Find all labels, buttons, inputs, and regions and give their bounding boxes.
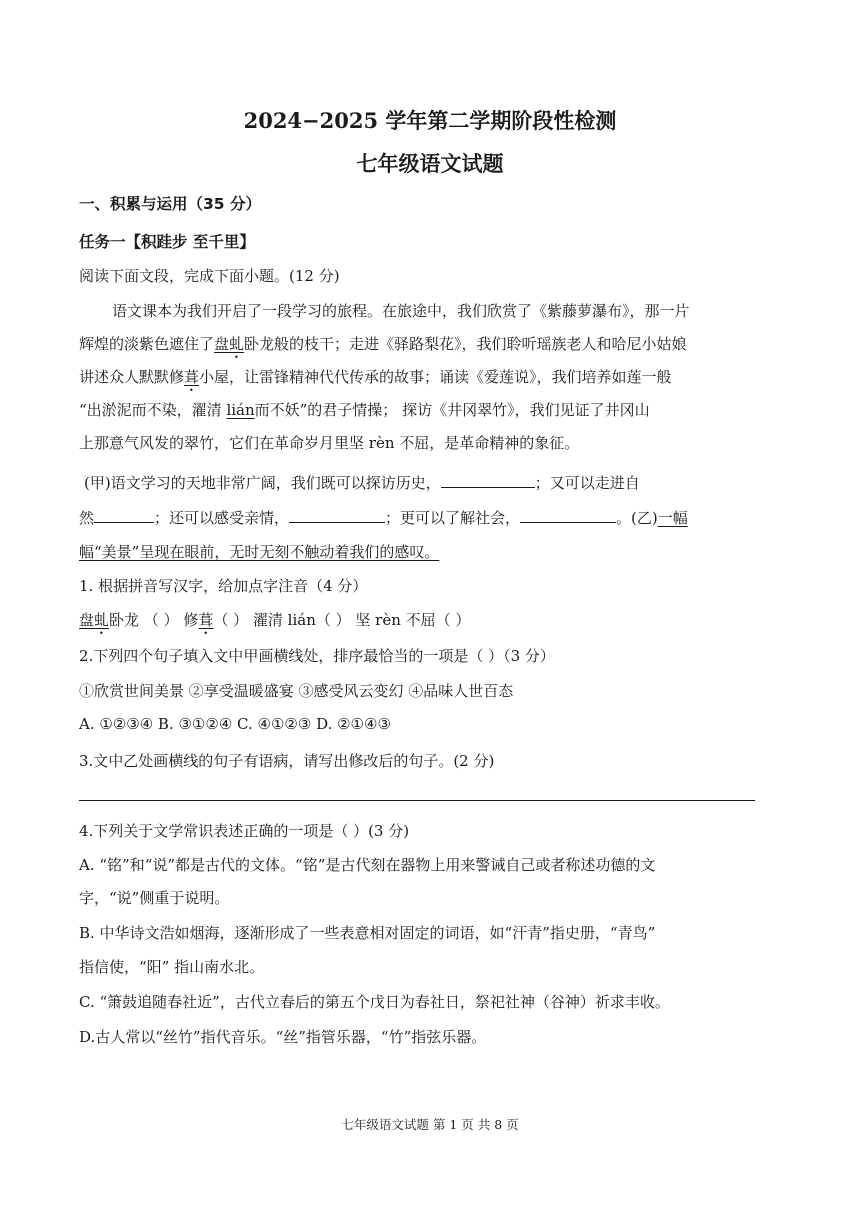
blank-2 [94,507,154,523]
question-4-stem: 4.下列关于文学常识表述正确的一项是（ ）(3 分) [79,822,410,840]
option-d: D.古人常以“丝竹”指代音乐。“丝”指管乐器，“竹”指弦乐器。 [79,1028,487,1046]
option-a-line-1: A. “铭”和“说”都是古代的文体。“铭”是古代刻在器物上用来警诫自己或者称述功德的文 [79,856,656,874]
passage-text: ；还可以感受亲情， [154,509,290,527]
answer-line [79,800,755,801]
question-1-stem: 1. 根据拼音写汉字，给加点字注音（4 分） [79,577,368,595]
exam-title: 2024−2025 学年第二学期阶段性检测 [243,108,617,133]
question-3-stem: 3.文中乙处画横线的句子有语病，请写出修改后的句子。(2 分) [79,752,495,770]
option-a-line-2: 字，“说”侧重于说明。 [79,889,230,907]
passage-line-4 [79,399,650,420]
section-title: 一、积累与运用（35 分） [79,195,261,213]
reading-instruction: 阅读下面文段，完成下面小题。(12 分) [79,267,340,285]
passage-jia-line-2 [79,507,688,528]
passage-text: (甲)语文学习的天地非常广阔，我们既可以探访历史， [84,474,441,492]
question-1-items [79,609,470,638]
passage-line-3 [79,366,672,395]
page-footer: 七年级语文试题 第 1 页 共 8 页 [341,1117,519,1132]
blank-1 [441,472,535,488]
question-2-stem: 2.下列四个句子填入文中甲画横线处，排序最恰当的一项是（ ）（3 分） [79,647,555,665]
passage-text: “出淤泥而不染，濯清 [79,401,227,419]
question-2-options: A. ①②③④ B. ③①②④ C. ④①②③ D. ②①④③ [79,715,391,733]
dotted-char-qi: 葺 [198,611,214,629]
dotted-char-qi: 葺 [184,368,200,386]
passage-text: ；更可以了解社会， [385,509,521,527]
passage-text: 辉煌的淡紫色遮住了 [79,335,215,353]
passage-text: 讲述众人默默修 [79,368,185,386]
q1-text: （ ） 濯清 lián（ ） 坚 rèn 不屈（ ） [213,611,471,629]
q1-text: 卧龙 （ ） 修 [109,611,199,629]
passage-line-1: 语文课本为我们开启了一段学习的旅程。在旅途中，我们欣赏了《紫藤萝瀑布》，那一片 [112,302,690,320]
passage-line-2 [79,333,687,362]
passage-text: 卧龙般的枝干；走进《驿路梨花》，我们聆听瑶族老人和哈尼小姑娘 [244,335,687,353]
blank-4 [520,507,616,523]
question-2-items: ①欣赏世间美景 ②享受温暖盛宴 ③感受风云变幻 ④品味人世百态 [79,682,514,700]
task-title: 任务一【积跬步 至千里】 [79,233,255,251]
dotted-char-qiu: 虬 [229,335,245,353]
yi-sentence: 幅“美景”呈现在眼前，无时无刻不触动着我们的感叹。 [79,543,440,561]
exam-subtitle: 七年级语文试题 [356,151,504,176]
passage-text: 。(乙) [616,509,658,527]
blank-3 [289,507,385,523]
passage-jia-line-1 [84,472,640,493]
pinyin-lian: lián [226,401,255,419]
underlined-char-pan: 盘 [79,611,95,629]
passage-text: ；又可以走进自 [534,474,640,492]
passage-line-5: 上那意气风发的翠竹，它们在革命岁月里坚 rèn 不屈，是革命精神的象征。 [79,434,580,452]
option-c: C. “箫鼓追随春社近”，古代立春后的第五个戊日为春社日，祭祀社神（谷神）祈求丰收。 [79,993,670,1011]
passage-text: 小屋，让雷锋精神代代传承的故事；诵读《爱莲说》，我们培养如莲一般 [199,368,672,386]
option-b-line-1: B. 中华诗文浩如烟海，逐渐形成了一些表意相对固定的词语，如“汗青”指史册，“青鸟” [79,924,656,942]
option-b-line-2: 指信使，“阳” 指山南水北。 [79,958,265,976]
dotted-char-qiu: 虬 [94,611,110,629]
yi-sentence-start: 一幅 [657,509,688,527]
passage-text: 而不妖”的君子情操； 探访《井冈翠竹》，我们见证了井冈山 [254,401,650,419]
underlined-char-pan: 盘 [214,335,230,353]
passage-text: 然 [79,509,95,527]
